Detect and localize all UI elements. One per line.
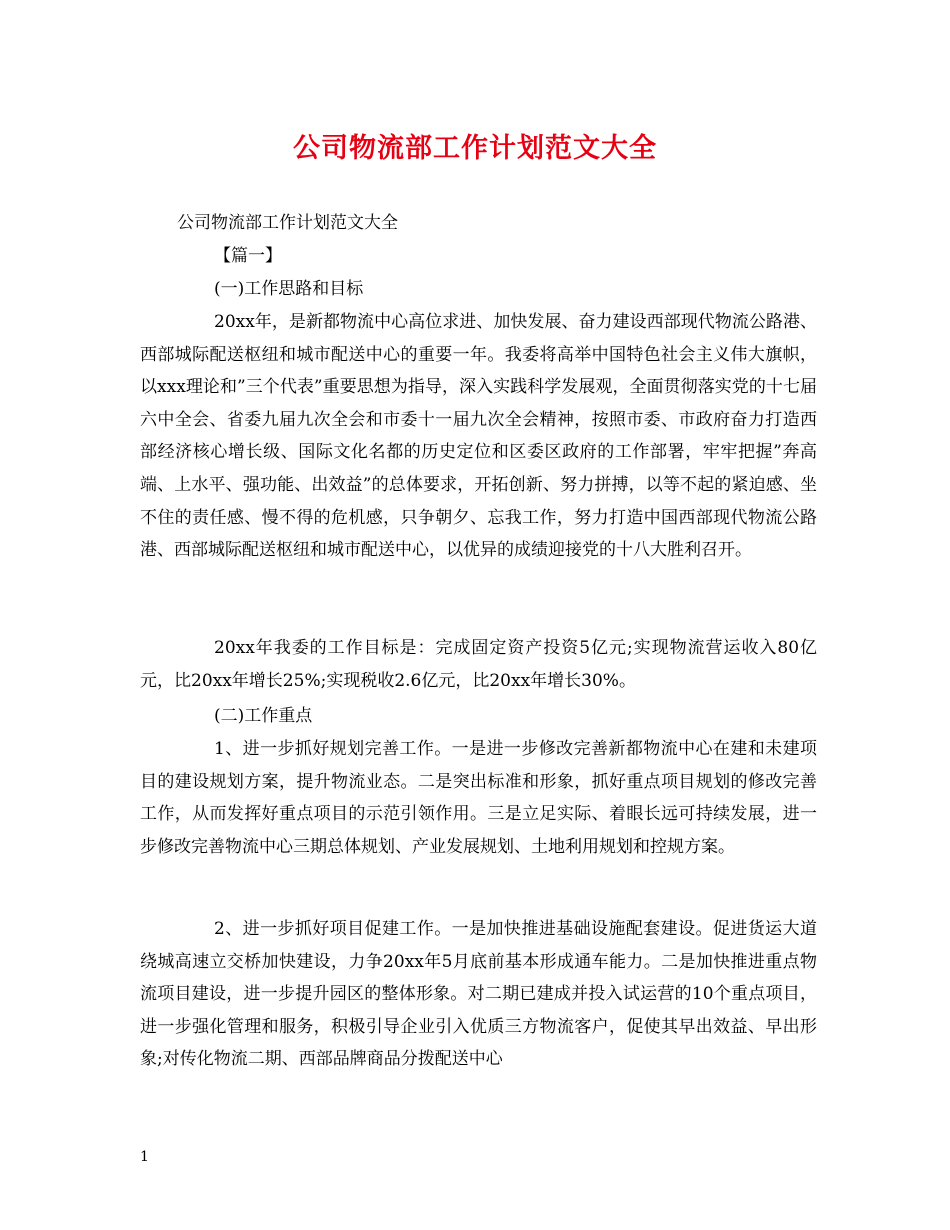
paragraph-planning: 1、进一步抓好规划完善工作。一是进一步修改完善新都物流中心在建和未建项目的建设规划方案，提升物流业态。二是突出标准和形象，抓好重点项目规划的修改完善工作，从而发挥好重点项目的示范引领作用。三是立足实际、着眼长远可持续发展，进一步修改完善物流中心三期总体规划、产业发展规划、土地利用规划和控规方案。 <box>140 739 817 857</box>
paragraph-work-targets: 20xx年我委的工作目标是：完成固定资产投资5亿元;实现物流营运收入80亿元，比20xx年增长25%;实现税收2.6亿元，比20xx年增长30%。 <box>140 638 817 691</box>
page-title: 公司物流部工作计划范文大全 <box>293 133 657 164</box>
document-subtitle: 公司物流部工作计划范文大全 <box>177 213 398 233</box>
paragraph-work-ideas: 20xx年，是新都物流中心高位求进、加快发展、奋力建设西部现代物流公路港、西部城际配送枢纽和城市配送中心的重要一年。我委将高举中国特色社会主义伟大旗帜，以xxx理论和”三个代表”重要思想为指导，深入实践科学发展观，全面贯彻落实党的十七届六中全会、省委九届九次全会和市委十一届九次全会精神，按照市委、市政府奋力打造西部经济核心增长级、国际文化名都的历史定位和区委区政府的工作部署，牢牢把握”奔高端、上水平、强功能、出效益”的总体要求，开拓创新、努力拼搏，以等不起的紧迫感、坐不住的责任感、慢不得的危机感，只争朝夕、忘我工作，努力打造中国西部现代物流公路港、西部城际配送枢纽和城市配送中心，以优异的成绩迎接党的十八大胜利召开。 <box>140 312 817 561</box>
heading-work-focus: (二)工作重点 <box>214 706 313 726</box>
paragraph-project-construction: 2、进一步抓好项目促建工作。一是加快推进基础设施配套建设。促进货运大道绕城高速立交桥加快建设，力争20xx年5月底前基本形成通车能力。二是加快推进重点物流项目建设，进一步提升园区的整体形象。对二期已建成并投入试运营的10个重点项目，进一步强化管理和服务，积极引导企业引入优质三方物流客户，促使其早出效益、早出形象;对传化物流二期、西部品牌商品分拨配送中心 <box>140 919 817 1070</box>
section-marker: 【篇一】 <box>214 246 282 266</box>
heading-work-ideas: (一)工作思路和目标 <box>214 279 364 299</box>
page-number: 1 <box>140 1149 149 1165</box>
